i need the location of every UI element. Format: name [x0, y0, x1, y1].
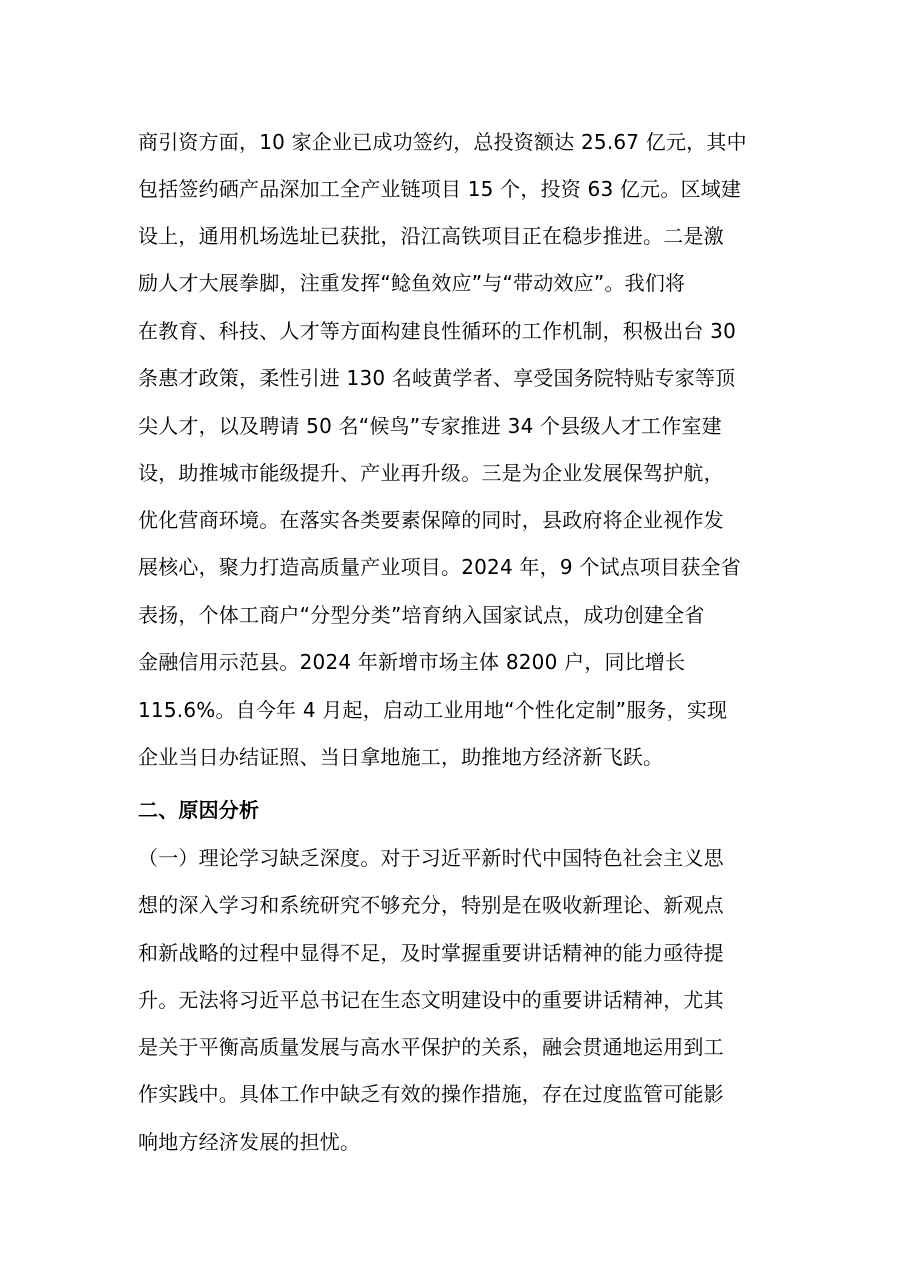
- section-paragraph-line: 作实践中。具体工作中缺乏有效的操作措施，存在过度监管可能影: [138, 1082, 724, 1106]
- section-paragraph-line: 是关于平衡高质量发展与高水平保护的关系，融会贯通地运用到工: [138, 1035, 724, 1059]
- paragraph-line: 商引资方面，10 家企业已成功签约，总投资额达 25.67 亿元，其中: [138, 130, 747, 154]
- section-paragraph-line: 升。无法将习近平总书记在生态文明建设中的重要讲话精神，尤其: [138, 988, 724, 1012]
- paragraph-line: 励人才大展拳脚，注重发挥“鲶鱼效应”与“带动效应”。我们将: [138, 271, 686, 295]
- paragraph-line: 优化营商环境。在落实各类要素保障的同时，县政府将企业视作发: [138, 508, 724, 532]
- paragraph-line: 尖人才，以及聘请 50 名“候鸟”专家推进 34 个县级人才工作室建: [138, 414, 722, 438]
- paragraph-line: 包括签约硒产品深加工全产业链项目 15 个，投资 63 亿元。区域建: [138, 177, 742, 201]
- section-paragraph-line: 响地方经济发展的担忧。: [138, 1130, 361, 1154]
- section-paragraph-line: 和新战略的过程中显得不足，及时掌握重要讲话精神的能力亟待提: [138, 941, 724, 965]
- paragraph-line: 表扬，个体工商户“分型分类”培育纳入国家试点，成功创建全省: [138, 603, 705, 627]
- paragraph-line: 115.6%。自今年 4 月起，启动工业用地“个性化定制”服务，实现: [138, 698, 728, 722]
- paragraph-line: 条惠才政策，柔性引进 130 名岐黄学者、享受国务院特贴专家等顶: [138, 366, 736, 390]
- paragraph-line: 在教育、科技、人才等方面构建良性循环的工作机制，积极出台 30: [138, 319, 737, 343]
- section-heading: 二、原因分析: [138, 798, 260, 822]
- paragraph-line: 企业当日办结证照、当日拿地施工，助推地方经济新飞跃。: [138, 745, 664, 769]
- section-paragraph-line: （一）理论学习缺乏深度。对于习近平新时代中国特色社会主义思: [138, 846, 724, 870]
- section-paragraph-line: 想的深入学习和系统研究不够充分，特别是在吸收新理论、新观点: [138, 893, 724, 917]
- paragraph-line: 设上，通用机场选址已获批，沿江高铁项目正在稳步推进。二是激: [138, 224, 724, 248]
- paragraph-line: 金融信用示范县。2024 年新增市场主体 8200 户，同比增长: [138, 650, 686, 674]
- paragraph-line: 展核心，聚力打造高质量产业项目。2024 年，9 个试点项目获全省: [138, 555, 741, 579]
- paragraph-line: 设，助推城市能级提升、产业再升级。三是为企业发展保驾护航，: [138, 461, 724, 485]
